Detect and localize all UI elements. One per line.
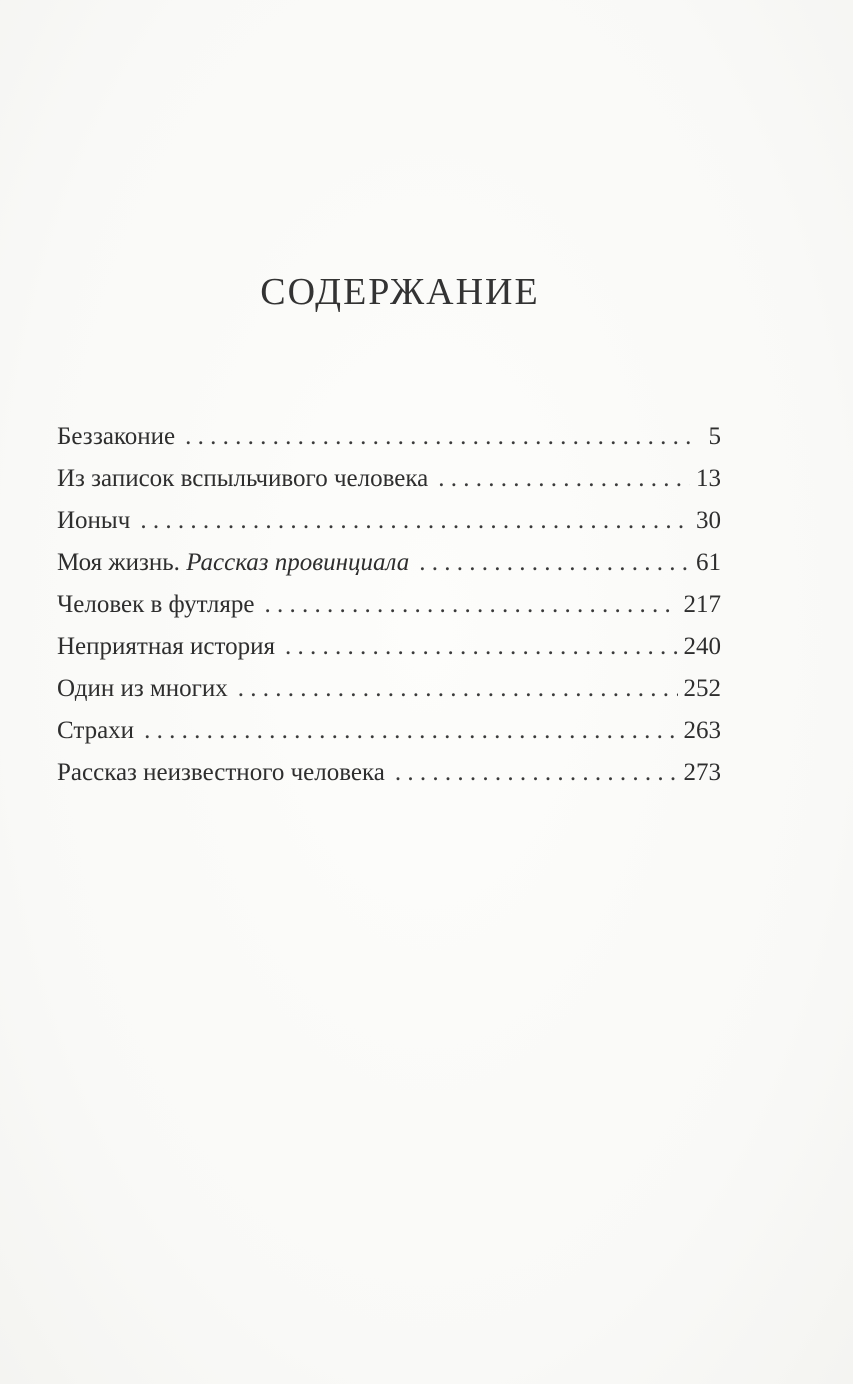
- toc-dot-leader: [395, 752, 678, 794]
- toc-entry-title: [57, 458, 428, 500]
- toc-page-number: 263: [683, 717, 721, 744]
- toc-entry-title-text: Рассказ неизвестного человека: [57, 759, 385, 786]
- toc-entry-title-text: Неприятная история: [57, 633, 276, 660]
- toc-entry-title: [57, 416, 175, 458]
- toc-page-number: 217: [683, 591, 721, 618]
- toc-entry-title: [57, 500, 130, 542]
- toc-page-number: 240: [683, 633, 721, 660]
- toc-entry: [57, 626, 721, 668]
- toc-entry: [57, 668, 721, 710]
- toc-page-number: 61: [696, 549, 721, 576]
- toc-entry: [57, 710, 721, 752]
- toc-dot-leader: [264, 584, 677, 626]
- toc-entry-title-text: Один из многих: [57, 675, 228, 702]
- toc-entry-title-text: Моя жизнь.: [57, 549, 180, 576]
- toc-page-number: 273: [683, 759, 721, 786]
- toc-entry-title: [57, 626, 275, 668]
- toc-dot-leader: [419, 542, 690, 584]
- table-of-contents: [57, 416, 721, 794]
- contents-heading: СОДЕРЖАНИЕ: [260, 271, 540, 313]
- toc-entry-title: [57, 752, 385, 794]
- toc-dot-leader: [144, 710, 677, 752]
- toc-entry-title: [57, 710, 134, 752]
- toc-entry: [57, 752, 721, 794]
- toc-entry-title-text: Беззаконие: [57, 423, 176, 450]
- toc-dot-leader: [140, 500, 690, 542]
- toc-entry-title: [57, 542, 409, 584]
- toc-entry-title: [57, 668, 228, 710]
- toc-dot-leader: [238, 668, 678, 710]
- toc-entry-title-text: Из записок вспыльчивого человека: [57, 465, 429, 492]
- toc-page-number: 5: [708, 423, 721, 450]
- toc-entry-title-text: Человек в футляре: [57, 591, 255, 618]
- toc-entry-title-text: Ионыч: [57, 507, 131, 534]
- toc-page-number: 30: [696, 507, 721, 534]
- toc-entry: [57, 584, 721, 626]
- toc-dot-leader: [438, 458, 690, 500]
- toc-entry-title-text: Страхи: [57, 717, 135, 744]
- toc-entry: [57, 416, 721, 458]
- toc-dot-leader: [185, 416, 695, 458]
- toc-entry: [57, 542, 721, 584]
- toc-entry-subtitle: Рассказ провинциала: [186, 549, 410, 576]
- toc-entry: [57, 458, 721, 500]
- toc-page-number: 252: [683, 675, 721, 702]
- toc-dot-leader: [285, 626, 677, 668]
- toc-entry-title: [57, 584, 254, 626]
- toc-page-number: 13: [696, 465, 721, 492]
- toc-entry: [57, 500, 721, 542]
